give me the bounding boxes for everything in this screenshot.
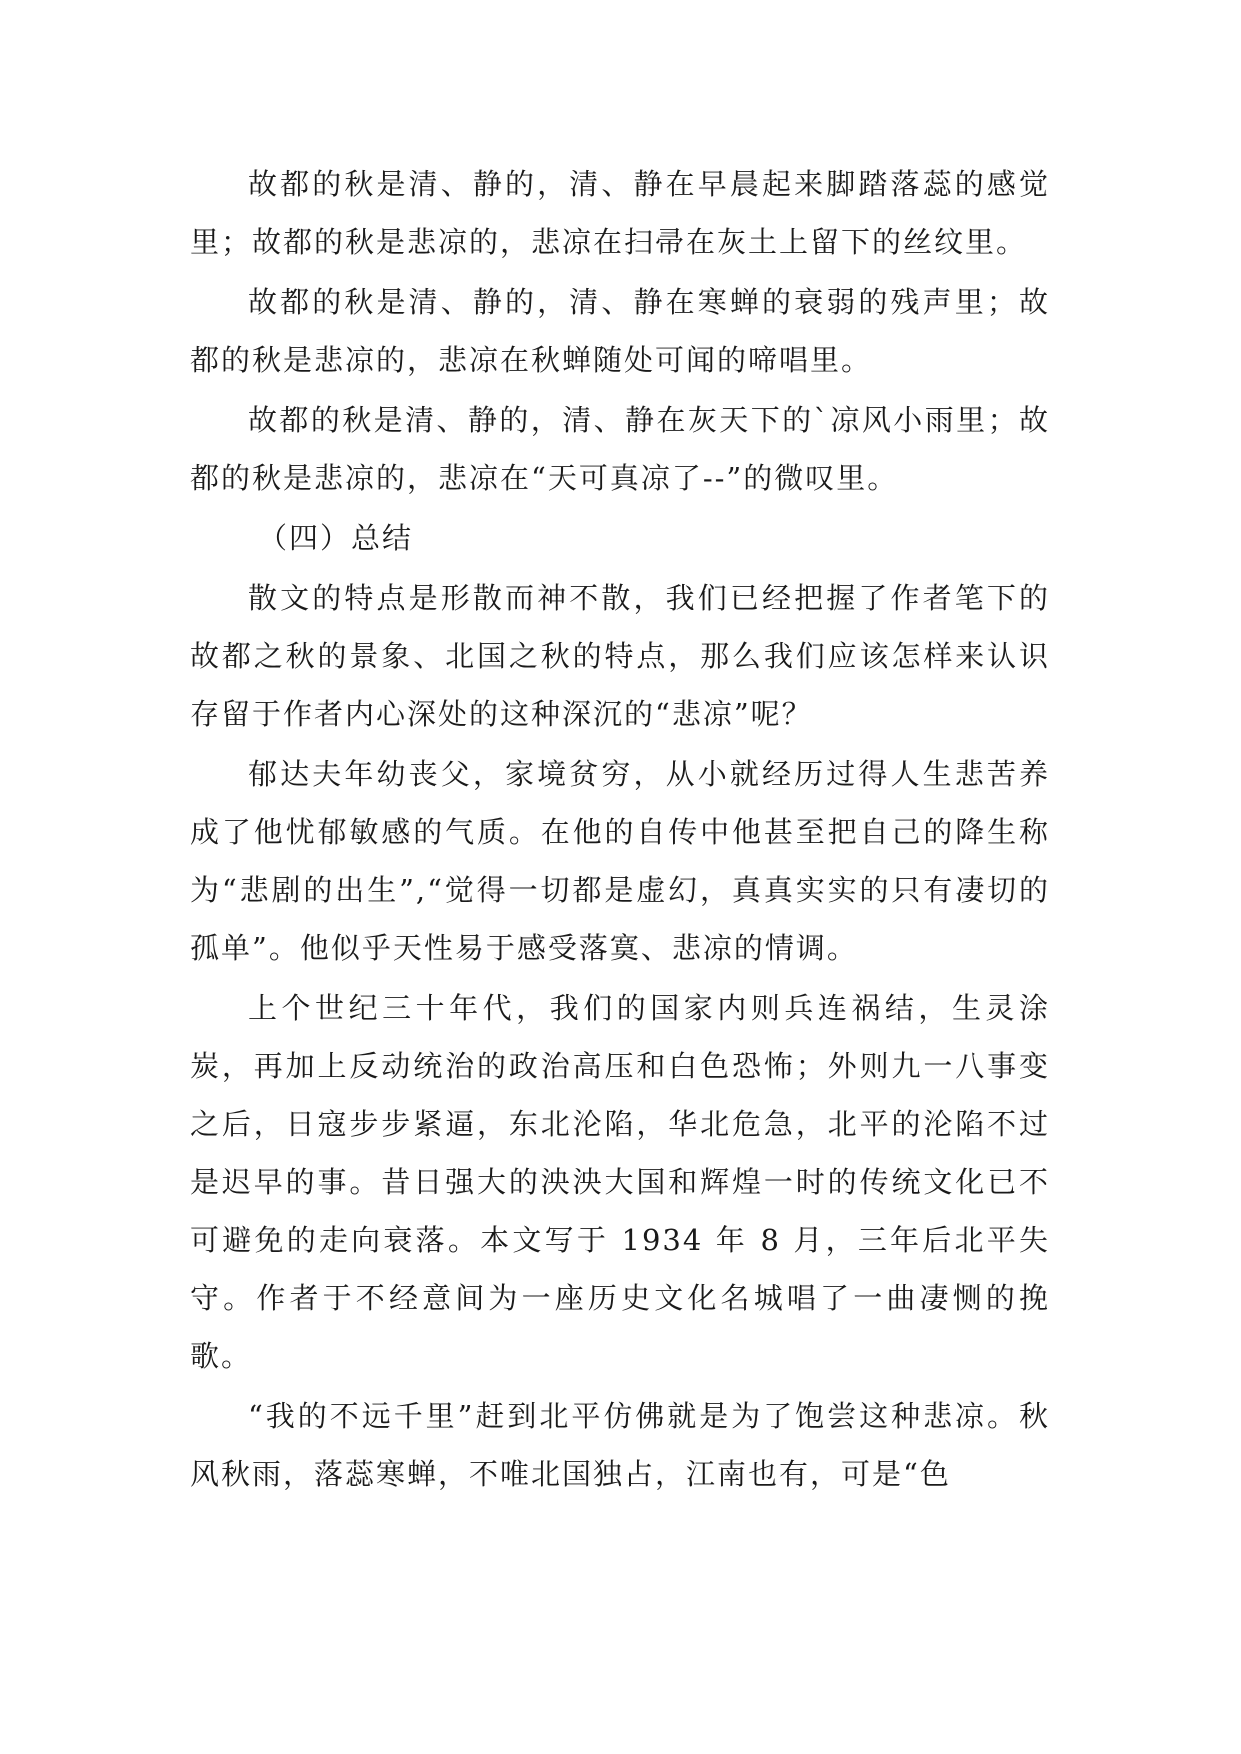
document-body: [190, 155, 1050, 1503]
section-heading-summary: （四）总结: [258, 521, 414, 555]
paragraph-author-background: 郁达夫年幼丧父，家境贫穷，从小就经历过得人生悲苦养成了他忧郁敏感的气质。在他的自传中他甚至把自己的降生称为“悲剧的出生”,“觉得一切都是虚幻，真真实实的只有凄切的孤单”。他似乎天性易于感受落寞、悲凉的情调。: [190, 757, 1050, 965]
paragraph-cicada: 故都的秋是清、静的，清、静在寒蝉的衰弱的残声里；故都的秋是悲凉的，悲凉在秋蝉随处可闻的啼唱里。: [190, 285, 1050, 377]
paragraph-cool-wind: 故都的秋是清、静的，清、静在灰天下的`凉风小雨里；故都的秋是悲凉的，悲凉在“天可真凉了--”的微叹里。: [190, 403, 1050, 495]
paragraph-prose-features: 散文的特点是形散而神不散，我们已经把握了作者笔下的故都之秋的景象、北国之秋的特点，那么我们应该怎样来认识存留于作者内心深处的这种深沉的“悲凉”呢？: [190, 581, 1050, 731]
paragraph-journey: “我的不远千里”赶到北平仿佛就是为了饱尝这种悲凉。秋风秋雨，落蕊寒蝉，不唯北国独占，江南也有，可是“色: [190, 1399, 1050, 1491]
paragraph-historical-context: 上个世纪三十年代，我们的国家内则兵连祸结，生灵涂炭，再加上反动统治的政治高压和白色恐怖；外则九一八事变之后，日寇步步紧逼，东北沦陷，华北危急，北平的沦陷不过是迟早的事。昔日强大的泱泱大国和辉煌一时的传统文化已不可避免的走向衰落。本文写于 1934 年 8 月，三年后北平失守。作者于不经意间为一座历史文化名城唱了一曲凄恻的挽歌。: [190, 991, 1050, 1373]
paragraph-morning-leaves: 故都的秋是清、静的，清、静在早晨起来脚踏落蕊的感觉里；故都的秋是悲凉的，悲凉在扫帚在灰土上留下的丝纹里。: [190, 167, 1050, 259]
